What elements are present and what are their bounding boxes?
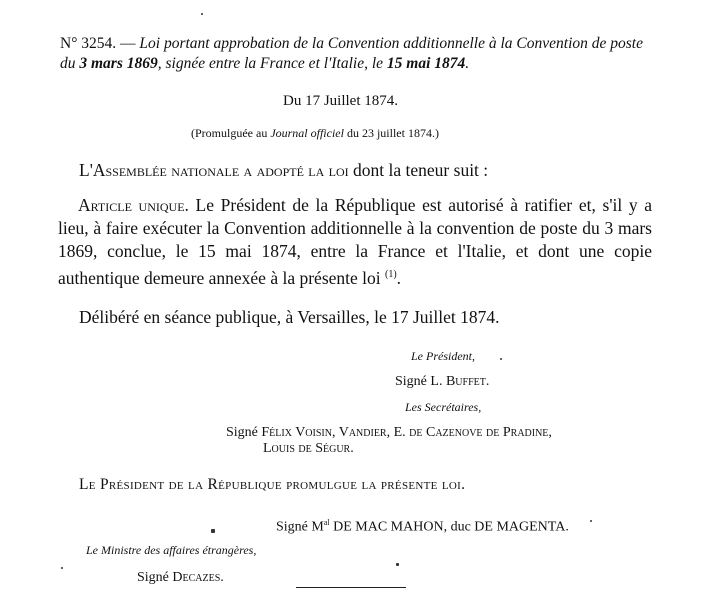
secretaries-line2: Louis de Ségur. [263, 441, 354, 456]
president-label: Le Président, [411, 349, 475, 363]
adoption-rest: dont la teneur suit : [348, 160, 489, 180]
speck [500, 358, 502, 360]
minister-name: Decazes. [172, 570, 224, 585]
law-title-part1: Loi portant approbation de la Convention additionnelle à la Convention de poste du [60, 35, 643, 72]
promulgation-journal: Journal officiel [270, 126, 344, 140]
article-paragraph [58, 194, 652, 290]
promulgation-suffix: du 23 juillet 1874.) [343, 126, 439, 140]
law-title-date2: 15 mai 1874 [386, 54, 466, 72]
president-signature [395, 374, 489, 390]
deliberation-line: Délibéré en séance publique, à Versailles, le 17 Juillet 1874. [79, 307, 500, 327]
promulgation-prefix: (Promulguée au [191, 126, 271, 140]
date-line: Du 17 Juillet 1874. [283, 93, 398, 109]
secretaries-label: Les Secrétaires, [405, 400, 482, 414]
law-title-date: 3 mars 1869 [79, 54, 158, 72]
law-title-part2: , signée entre la France et l'Italie, le [157, 54, 387, 72]
minister-signature [137, 570, 224, 586]
president-signed: Signé L. [395, 374, 446, 389]
minister-label: Le Ministre des affaires étrangères, [86, 543, 257, 557]
article-end: . [396, 267, 402, 288]
mac-rest: DE MAC MAHON, duc DE MAGENTA. [329, 519, 569, 535]
speck [61, 567, 63, 569]
mac-sup: al [323, 518, 330, 527]
article-text: Le Président de la République est autorisé à ratifier et, s'il y a lieu, à faire exécuter la Convention additionnelle à la convention de poste du 3 mars 1869, conclue, le 15 mai 1874, entre la France et l'Italie, et dont une copie authentique demeure annexée à la présente loi [58, 195, 652, 288]
law-dash: — [116, 35, 140, 52]
adoption-line [79, 160, 488, 181]
law-title-end: . [465, 54, 470, 72]
promulgation-note [191, 126, 439, 141]
law-title [60, 34, 660, 73]
speck [590, 520, 592, 522]
speck [211, 529, 215, 533]
secretaries-line1 [226, 424, 552, 441]
speck [396, 563, 399, 566]
minister-signed: Signé [137, 570, 173, 585]
article-label: Article unique. [78, 195, 189, 215]
secretaries-signed: Signé [226, 425, 262, 440]
speck [201, 13, 203, 15]
promulgation-statement: Le Président de la République promulgue la présente loi. [79, 476, 466, 493]
secretaries-names: Félix Voisin, Vandier, E. de Cazenove de Pradine, [261, 425, 552, 440]
mac-mahon-signature [276, 518, 569, 536]
mac-signed: Signé M [276, 519, 324, 535]
law-number: N° 3254. [60, 35, 117, 52]
closing-rule [296, 587, 406, 588]
article-footnote: (1) [385, 269, 397, 280]
president-name: Buffet. [445, 374, 490, 389]
adoption-smallcaps: L'Assemblée nationale a adopté la loi [79, 160, 349, 180]
